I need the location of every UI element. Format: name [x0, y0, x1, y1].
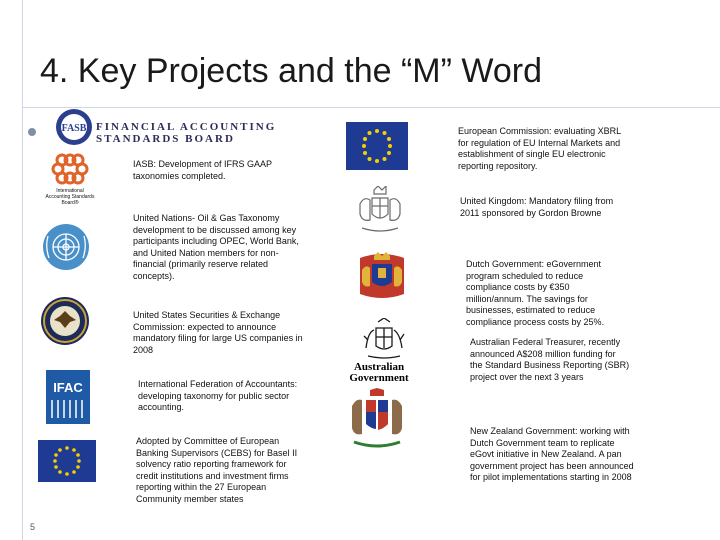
- nz-coat-of-arms-icon: [346, 388, 408, 454]
- project-uk-text: United Kingdom: Mandatory filing from 2011 sponsored by Gordon Browne: [460, 196, 614, 218]
- project-ifac-text: International Federation of Accountants: developing taxonomy for public sector accounting.: [138, 379, 298, 412]
- project-au-text: Australian Federal Treasurer, recently announced A$208 million funding for the Standard Business Reporting (SBR) project over the next 3 years: [470, 337, 630, 382]
- iasb-caption-line1: International: [56, 188, 84, 194]
- un-emblem-icon: [40, 222, 92, 272]
- fasb-logo: [55, 108, 93, 146]
- frame-horizontal-rule: [22, 107, 720, 108]
- svg-text:IFAC: IFAC: [53, 380, 83, 395]
- slide-title: 4. Key Projects and the “M” Word: [40, 52, 543, 90]
- eu-flag-icon: [346, 122, 408, 170]
- iasb-logo: [46, 152, 94, 186]
- project-nl-text: Dutch Government: eGovernment program scheduled to reduce compliance costs by €350 million/annum. The savings for businesses, estimated to reduce compliance process costs by 25%.: [466, 259, 605, 327]
- sec-seal-icon: [40, 296, 90, 346]
- project-cebs-text: Adopted by Committee of European Banking Supervisors (CEBS) for Basel II solvency ratio reporting framework for credit institutions and investment firms reporting within the 27 European Community member states: [136, 436, 298, 504]
- dutch-arms-icon: [356, 250, 408, 302]
- page-number: 5: [30, 522, 36, 532]
- iasb-caption-line3: Board®: [61, 200, 79, 206]
- project-sec-text: United States Securities & Exchange Commission: expected to announce mandatory filing for large US companies in 2008: [133, 310, 303, 355]
- iasb-caption-line2: Accounting Standards: [45, 194, 95, 200]
- bullet-dot: [28, 128, 36, 136]
- project-un-text: United Nations- Oil & Gas Taxonomy development to be discussed among key participants including OPEC, World Bank, and United Nation members for non-financial (primarily reserve related concepts).: [133, 213, 299, 281]
- fasb-wordmark-line2: STANDARDS BOARD: [96, 133, 235, 145]
- australia-wordmark-line2: Government: [349, 372, 409, 384]
- iasb-caption: [40, 188, 100, 206]
- fasb-wordmark-line1: FINANCIAL ACCOUNTING: [96, 121, 277, 133]
- fasb-badge-text: FASB: [61, 123, 87, 134]
- ifac-logo: [46, 370, 90, 424]
- project-iasb-text: IASB: Development of IFRS GAAP taxonomies completed.: [133, 159, 272, 181]
- eu-flag-icon: [38, 440, 96, 482]
- australia-wordmark: [348, 362, 410, 384]
- project-ec-text: European Commission: evaluating XBRL for regulation of EU Internal Markets and establishment of single EU electronic reporting repository.: [458, 126, 621, 171]
- australia-wordmark-line1: Australian: [353, 361, 405, 373]
- frame-vertical-rule: [22, 0, 23, 540]
- australia-crest-icon: [362, 318, 406, 360]
- project-nz-text: New Zealand Government: working with Dutch Government team to replicate eGovt initiative in New Zealand. A pan government project has been announced for pilot implementations starting in 2008: [470, 426, 634, 482]
- uk-royal-arms-icon: [356, 186, 404, 236]
- fasb-wordmark: [96, 121, 276, 145]
